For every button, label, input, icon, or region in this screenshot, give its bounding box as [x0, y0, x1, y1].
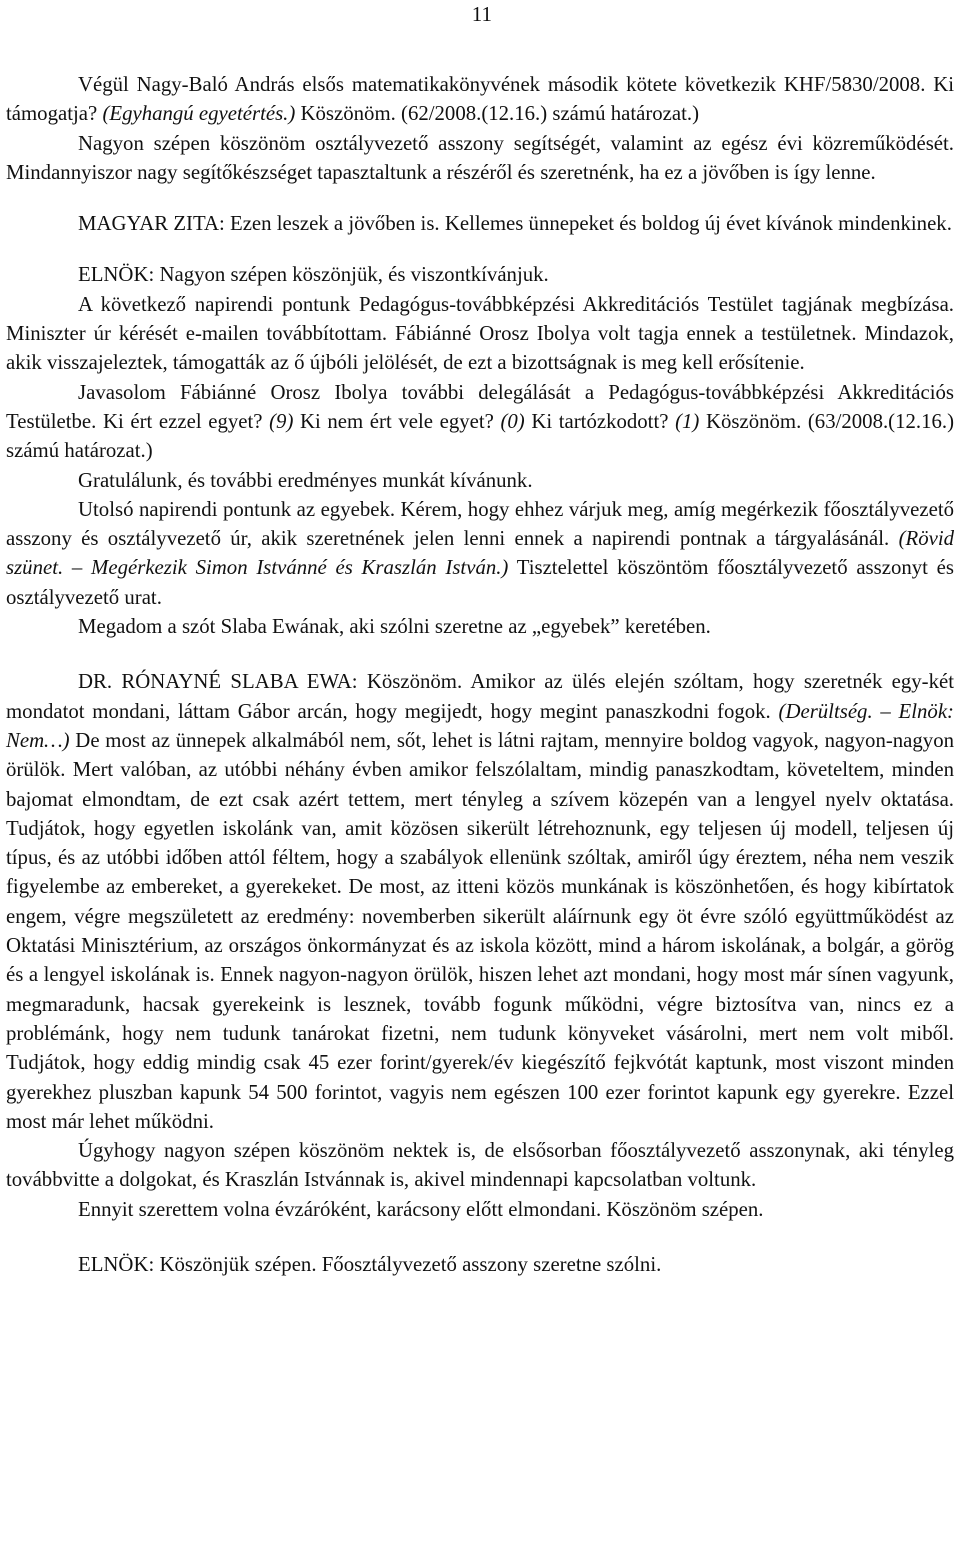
text-run: Gratulálunk, és további eredményes munkát kívánunk. [78, 468, 533, 492]
paragraph-p11 [6, 1136, 954, 1195]
paragraph-p2 [6, 129, 954, 188]
paragraph-p5 [6, 290, 954, 378]
paragraph-p3 [6, 209, 954, 238]
page-number: 11 [471, 2, 492, 26]
text-run: Ki nem ért vele egyet? [293, 409, 501, 433]
text-run: Javasolom Fábiánné Orosz Ibolya további delegálását a Pedagógus-továbbképzési Akkreditációs Testületbe. Ki ért ezzel egyet? [6, 380, 954, 433]
text-run: Utolsó napirendi pontunk az egyebek. Kérem, hogy ehhez várjuk meg, amíg megérkezik főosztályvezető asszony és osztályvezető úr, akik szeretnének jelen lenni ennek a napirendi pontnak a tárgyalásánál. [6, 497, 954, 551]
text-run: A következő napirendi pontunk Pedagógus-továbbképzési Akkreditációs Testület tagjának megbízása. Miniszter úr kérését e-mailen továbbítottam. Fábiánné Orosz Ibolya volt tagja ennek a testületnek. Mindazok, akik visszajeleztek, támogatták az ő újbóli jelölését, de ezt a bizottságnak is meg kell erősítenie. [6, 292, 954, 375]
italic-remark: (Rövid szünet. – Megérkezik Simon Istvánné és Kraszlán István.) [6, 527, 954, 580]
paragraph-p10 [6, 667, 954, 1136]
paragraph-p13 [6, 1250, 954, 1279]
text-run: MAGYAR ZITA: Ezen leszek a jövőben is. Kellemes ünnepeket és boldog új évet kívánok mindenkinek. [78, 212, 952, 236]
italic-remark: (1) [675, 409, 700, 433]
paragraph-p6 [6, 378, 954, 466]
paragraph-p12 [6, 1195, 954, 1224]
text-run: Tisztelettel köszöntöm főosztályvezető asszonyt és osztályvezető urat. [6, 556, 955, 609]
text-run: DR. RÓNAYNÉ SLABA EWA: Köszönöm. Amikor az ülés elején szóltam, hogy szeretnék egy-két mondatot mondani, láttam Gábor arcán, hogy megijedt, hogy megint panaszkodni fogok. [6, 670, 954, 723]
text-run: Nagyon szépen köszönöm osztályvezető asszony segítségét, valamint az egész évi közreműködését. Mindannyiszor nagy segítőkészséget tapasztaltunk a részéről és szeretnénk, ha ez a jövőben is így lenne. [6, 131, 954, 184]
text-run: ELNÖK: Köszönjük szépen. Főosztályvezető asszony szeretne szólni. [78, 1252, 662, 1276]
document-body [6, 70, 954, 1279]
paragraph-p9 [6, 612, 954, 641]
paragraph-p4 [6, 260, 954, 289]
text-run: De most az ünnepek alkalmából nem, sőt, lehet is látni rajtam, mennyire boldog vagyok, nagyon-nagyon örülök. Mert valóban, az utóbbi néhány évben amikor felszólaltam, mindig panaszkodtam, követeltem, minden bajomat elmondtam, de ezt csak azért tettem, mert tényleg a szívem közepén van a lengyel nyelv oktatása. Tudjátok, hogy egyetlen iskolánk van, amit közösen sikerült létrehoznunk, egy teljesen új modell, teljesen új típus, és az utóbbi időben attól féltem, hogy a szabályok ellenünk szóltak, amiről úgy éreztem, néha nem veszik figyelembe az embereket, a gyerekeket. De most, az itteni közös munkának is köszönhetően, és hogy kibírtatok engem, végre megszületett az eredmény: novemberben sikerült aláírnunk egy öt évre szóló együttműködést az Oktatási Minisztérium, az országos önkormányzat és az iskola között, mind a három iskolának, a bolgár, a görög és a lengyel iskolának is. Ennek nagyon-nagyon örülök, hiszen lehet azt mondani, hogy most már sínen vagyunk, megmaradunk, hacsak gyerekeink is lesznek, tovább fogunk működni, végre biztosítva van, nincs ez a problémánk, hogy nem tudunk tanárokat fizetni, nem tudunk könyveket vásárolni, mert nem volt miből. Tudjátok, hogy eddig mindig csak 45 ezer forint/gyerek/év kiegészítő fejkvótát kaptunk, most viszont minden gyerekhez pluszban kapunk 54 500 forintot, vagyis nem egészen 100 ezer forintot kapunk egy gyerekre. Ezzel most már lehet működni. [6, 728, 954, 1133]
text-run: Végül Nagy-Baló András elsős matematikakönyvének második kötete következik KHF/5830/2008. Ki támogatja? [6, 73, 954, 126]
italic-remark: (Egyhangú egyetértés.) [102, 102, 296, 126]
paragraph-p8 [6, 495, 954, 612]
text-run: Ennyit szerettem volna évzáróként, karácsony előtt elmondani. Köszönöm szépen. [78, 1197, 764, 1221]
text-run: Megadom a szót Slaba Ewának, aki szólni szeretne az „egyebek” keretében. [78, 615, 711, 639]
paragraph-p7 [6, 466, 954, 495]
text-run: Ki tartózkodott? [524, 409, 676, 433]
paragraph-p1 [6, 70, 954, 129]
italic-remark: (0) [500, 409, 525, 433]
text-run: Köszönöm. (63/2008.(12.16.) számú határozat.) [6, 409, 955, 463]
text-run: ELNÖK: Nagyon szépen köszönjük, és viszontkívánjuk. [78, 263, 549, 287]
italic-remark: (Derültség. – Elnök: Nem…) [6, 699, 954, 752]
text-run: Köszönöm. (62/2008.(12.16.) számú határozat.) [295, 102, 700, 126]
text-run: Úgyhogy nagyon szépen köszönöm nektek is, de elsősorban főosztályvezető asszonynak, aki tényleg továbbvitte a dolgokat, és Kraszlán Istvánnak is, akivel mindennapi kapcsolatban voltunk. [6, 1139, 954, 1192]
italic-remark: (9) [269, 409, 294, 433]
